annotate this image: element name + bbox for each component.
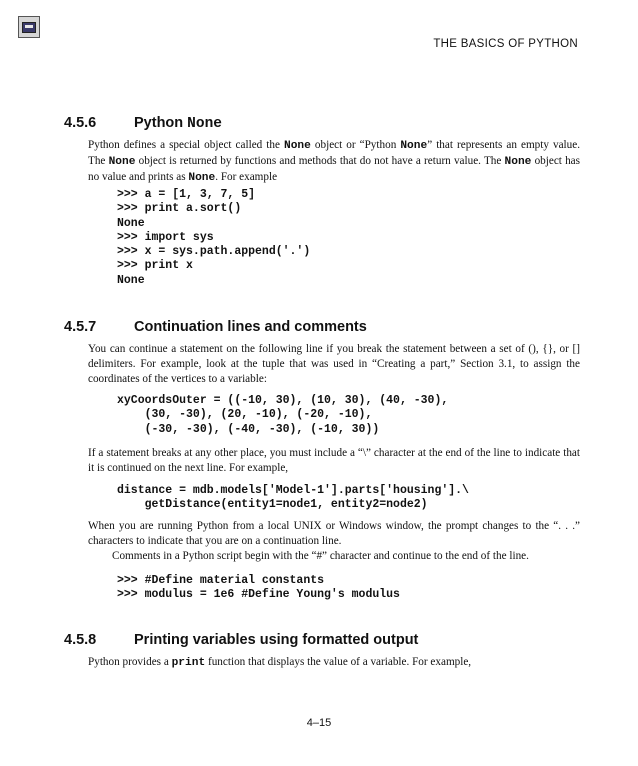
code-line: distance = mdb.models['Model-1'].parts['housing'].\ — [117, 484, 469, 497]
page-number: 4–15 — [306, 717, 332, 729]
section-number: 4.5.7 — [64, 319, 97, 335]
code-line: (-30, -30), (-40, -30), (-10, 30)) — [117, 422, 380, 436]
inline-code: None — [504, 156, 532, 168]
text-run: Python defines a special object called the — [88, 139, 284, 151]
section-title: Continuation lines and comments — [134, 319, 367, 335]
text-run: . For example — [215, 171, 278, 183]
running-header: THE BASICS OF PYTHON — [433, 38, 578, 50]
section-number: 4.5.6 — [64, 115, 97, 131]
document-icon[interactable] — [18, 16, 40, 38]
inline-code: print — [171, 657, 206, 669]
text-run: ” that represents an empty value. The — [88, 139, 581, 167]
text-run: object or “Python — [310, 139, 401, 151]
section-title: Printing variables using formatted output — [134, 632, 419, 648]
inline-code: None — [108, 156, 136, 168]
inline-code: None — [284, 140, 311, 152]
code-line: getDistance(entity1=node1, entity2=node2) — [117, 498, 428, 512]
code-line: xyCoordsOuter = ((-10, 30), (10, 30), (40, -30), — [117, 394, 449, 407]
paragraph-comments: Comments in a Python script begin with the “#” character and continue to the end of the line. — [112, 550, 529, 562]
code-line: >>> print a.sort() — [117, 202, 242, 216]
section-heading-4-5-7 — [64, 319, 367, 335]
inline-code: None — [400, 140, 428, 152]
section-title: Python — [134, 115, 184, 131]
code-block-comments — [117, 574, 400, 603]
code-line: >>> modulus = 1e6 #Define Young's modulus — [117, 588, 400, 602]
section-title-code: None — [187, 116, 222, 132]
code-line: (30, -30), (20, -10), (-20, -10), — [117, 408, 373, 422]
code-line: >>> a = [1, 3, 7, 5] — [117, 188, 256, 201]
text-run: object is returned by functions and methods that do not have a return value. The — [135, 155, 505, 167]
code-block-none-example — [117, 188, 310, 288]
code-block-backslash — [117, 484, 469, 513]
inline-code: None — [188, 172, 216, 184]
code-block-tuple — [117, 394, 448, 437]
text-run: Python provides a — [88, 656, 172, 668]
paragraph-none-intro — [88, 138, 580, 186]
code-line: >>> x = sys.path.append('.') — [117, 245, 311, 259]
section-heading-4-5-6 — [64, 115, 222, 132]
paragraph-backslash: If a statement breaks at any other place, you must include a “\” character at the end of the line to indicate that it is continued on the next line. For example, — [88, 447, 580, 474]
text-run: function that displays the value of a variable. For example, — [205, 656, 472, 668]
section-heading-4-5-8 — [64, 632, 418, 648]
paragraph-continuation-intro: You can continue a statement on the following line if you break the statement between a set of (), {}, or [] delimiters. For example, look at the tuple that was used in “Creating a part,” Section 3.1, to assign the coordinates of the vertices to a variable: — [88, 343, 580, 385]
text-run: object has no value and prints as — [88, 155, 580, 183]
code-line: None — [117, 216, 145, 230]
code-line: >>> #Define material constants — [117, 574, 325, 587]
code-line: >>> import sys — [117, 230, 214, 244]
paragraph-print-intro — [88, 655, 580, 671]
paragraph-continuation-prompt: When you are running Python from a local UNIX or Windows window, the prompt changes to the “. . .” characters to indicate that you are on a continuation line. — [88, 520, 580, 547]
code-line: None — [117, 273, 145, 287]
section-number: 4.5.8 — [64, 632, 97, 648]
code-line: >>> print x — [117, 259, 193, 273]
